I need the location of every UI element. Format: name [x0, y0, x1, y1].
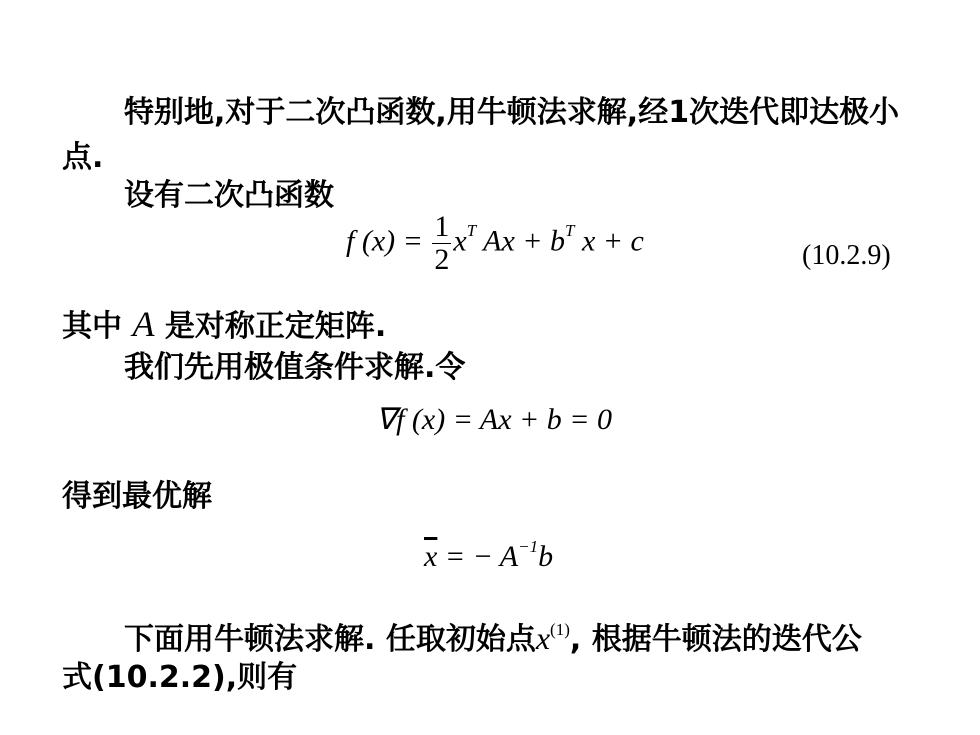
superscript: (1) [550, 620, 570, 639]
text-segment: 其中 [62, 309, 122, 344]
eq-xbar: $\overline{x}$ [424, 540, 438, 573]
eq-transpose: T [565, 221, 575, 241]
eq-rest: x + c [574, 224, 644, 258]
paragraph-line [124, 620, 862, 662]
symbol-x: x [535, 620, 551, 656]
eq-x: x [453, 224, 467, 258]
equation-number: (10.2.9) [802, 240, 891, 271]
text-segment: 下面用牛顿法求解. 任取初始点 [124, 622, 536, 657]
paragraph-line: 我们先用极值条件求解.令 [124, 350, 466, 385]
eq-middle: = − A [437, 540, 519, 573]
paragraph-line: 得到最优解 [62, 479, 212, 514]
eq-end: b [538, 540, 554, 573]
paragraph-line: 式(10.2.2),则有 [62, 660, 298, 695]
fraction-denominator: 2 [434, 243, 450, 276]
symbol-A: A [132, 304, 155, 344]
text-segment: , 根据牛顿法的迭代公 [569, 622, 862, 657]
eq-transpose: T [466, 221, 477, 241]
paragraph-line [62, 306, 386, 345]
paragraph-line: 设有二次凸函数 [124, 178, 334, 213]
equation-quadratic [346, 211, 644, 276]
text-segment: 是对称正定矩阵. [164, 309, 387, 344]
fraction [432, 211, 451, 276]
fraction-numerator: 1 [434, 210, 450, 243]
eq-middle: Ax + b [476, 224, 566, 258]
paragraph-line: 点. [62, 140, 104, 175]
equation-gradient: ∇f (x) = Ax + b = 0 [376, 403, 613, 436]
paragraph-line: 特别地,对于二次凸函数,用牛顿法求解,经1次迭代即达极小 [124, 95, 900, 130]
equation-optimum [424, 537, 554, 574]
eq-lhs: f (x) = [346, 224, 423, 258]
eq-exponent: −1 [518, 537, 539, 556]
